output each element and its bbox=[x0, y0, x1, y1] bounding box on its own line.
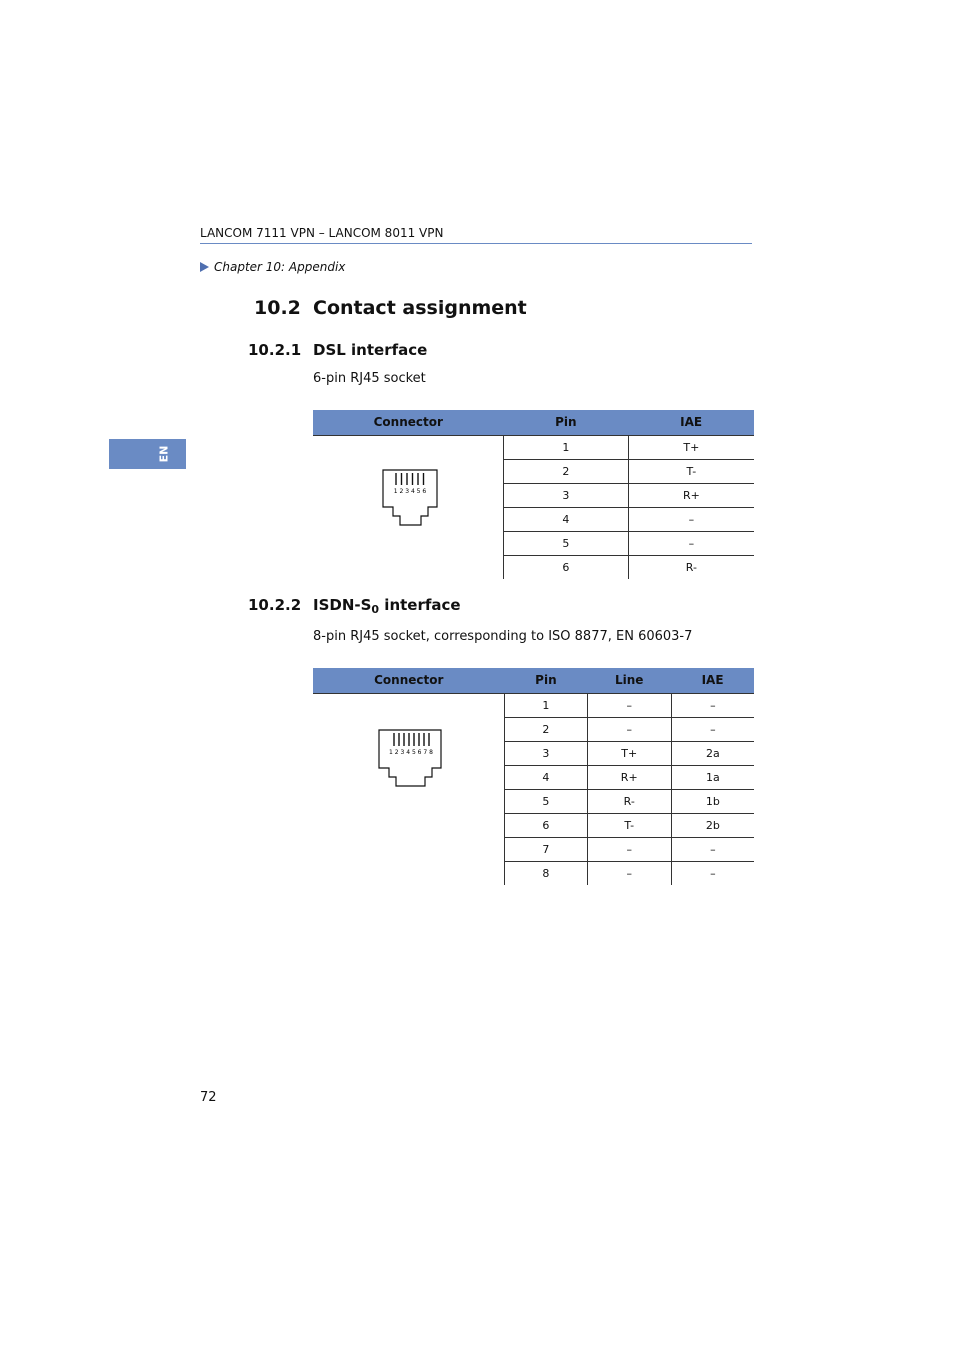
line-cell: – bbox=[587, 837, 671, 861]
dsl-subsection-title bbox=[248, 341, 427, 359]
table-header-row bbox=[313, 668, 754, 693]
section-number: 10.2 bbox=[254, 297, 301, 319]
iae-cell: 1a bbox=[671, 765, 754, 789]
table-header-row bbox=[313, 410, 754, 435]
dsl-subsection-number: 10.2.1 bbox=[248, 341, 302, 359]
iae-cell: – bbox=[671, 861, 754, 885]
line-cell: R- bbox=[587, 789, 671, 813]
column-header-line: Line bbox=[587, 668, 671, 693]
pin-cell: 1 bbox=[505, 693, 588, 717]
rj45-6pin-socket-icon bbox=[313, 444, 503, 544]
page-number: 72 bbox=[200, 1090, 217, 1105]
section-heading: Contact assignment bbox=[313, 297, 527, 319]
pin-cell: 4 bbox=[505, 765, 588, 789]
pin-cell: 4 bbox=[504, 507, 629, 531]
language-tab-label: EN bbox=[157, 445, 171, 463]
iae-cell: R+ bbox=[628, 483, 754, 507]
column-header-pin: Pin bbox=[505, 668, 588, 693]
pin-cell: 6 bbox=[505, 813, 588, 837]
running-header: LANCOM 7111 VPN – LANCOM 8011 VPN bbox=[200, 226, 752, 244]
dsl-caption: 6-pin RJ45 socket bbox=[313, 371, 426, 386]
iae-cell: – bbox=[671, 837, 754, 861]
connector-cell bbox=[313, 693, 505, 885]
connector-pin-labels: 1 2 3 4 5 6 7 8 bbox=[389, 748, 433, 756]
column-header-iae: IAE bbox=[628, 410, 754, 435]
isdn-subsection-title bbox=[248, 596, 461, 616]
triangle-right-icon bbox=[200, 262, 209, 272]
column-header-connector: Connector bbox=[313, 668, 505, 693]
line-cell: – bbox=[587, 717, 671, 741]
line-cell: T+ bbox=[587, 741, 671, 765]
pin-cell: 2 bbox=[504, 459, 629, 483]
pin-cell: 2 bbox=[505, 717, 588, 741]
table-row bbox=[313, 435, 754, 459]
iae-cell: 1b bbox=[671, 789, 754, 813]
iae-cell: 2b bbox=[671, 813, 754, 837]
line-cell: – bbox=[587, 693, 671, 717]
column-header-connector: Connector bbox=[313, 410, 504, 435]
connector-cell bbox=[313, 435, 504, 579]
line-cell: R+ bbox=[587, 765, 671, 789]
iae-cell: – bbox=[671, 717, 754, 741]
pin-cell: 8 bbox=[505, 861, 588, 885]
pin-cell: 5 bbox=[505, 789, 588, 813]
iae-cell: – bbox=[628, 531, 754, 555]
iae-cell: T+ bbox=[628, 435, 754, 459]
breadcrumb-text: Chapter 10: Appendix bbox=[214, 260, 346, 274]
iae-cell: – bbox=[628, 507, 754, 531]
pin-cell: 1 bbox=[504, 435, 629, 459]
pin-cell: 3 bbox=[504, 483, 629, 507]
isdn-caption: 8-pin RJ45 socket, corresponding to ISO 8877, EN 60603-7 bbox=[313, 629, 693, 644]
iae-cell: R- bbox=[628, 555, 754, 579]
breadcrumb bbox=[200, 260, 345, 274]
iae-cell: – bbox=[671, 693, 754, 717]
rj45-8pin-socket-icon bbox=[313, 702, 504, 802]
isdn-subsection-number: 10.2.2 bbox=[248, 596, 302, 614]
iae-cell: T- bbox=[628, 459, 754, 483]
column-header-iae: IAE bbox=[671, 668, 754, 693]
line-cell: – bbox=[587, 861, 671, 885]
dsl-pin-table bbox=[313, 410, 754, 579]
column-header-pin: Pin bbox=[504, 410, 629, 435]
iae-cell: 2a bbox=[671, 741, 754, 765]
pin-cell: 6 bbox=[504, 555, 629, 579]
table-row bbox=[313, 693, 754, 717]
pin-cell: 3 bbox=[505, 741, 588, 765]
isdn-subsection-heading: ISDN-$S_0$ interface bbox=[313, 596, 461, 616]
line-cell: T- bbox=[587, 813, 671, 837]
pin-cell: 7 bbox=[505, 837, 588, 861]
pin-cell: 5 bbox=[504, 531, 629, 555]
language-tab bbox=[109, 439, 186, 469]
section-title bbox=[254, 297, 527, 319]
connector-pin-labels: 1 2 3 4 5 6 bbox=[393, 487, 427, 495]
dsl-subsection-heading: DSL interface bbox=[313, 341, 428, 359]
isdn-pin-table bbox=[313, 668, 754, 885]
